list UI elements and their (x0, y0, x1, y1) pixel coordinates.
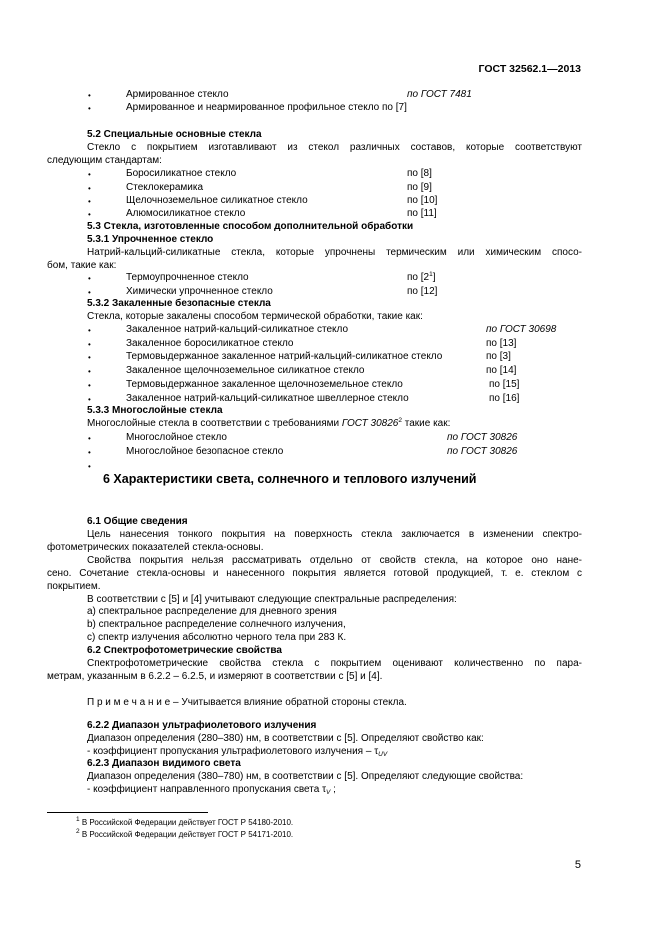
list-item-name: Термовыдержанное закаленное щелочноземельное стекло (126, 379, 403, 390)
section-heading-6-2-2: 6.2.2 Диапазон ультрафиолетового излучения (87, 720, 317, 731)
paragraph-line: Натрий-кальций-силикатные стекла, которые упрочнены термическим или химическим спосо- (87, 247, 582, 258)
ref-text-end: ] (432, 272, 436, 283)
paragraph-line: фотометрических показателей стекла-основы. (47, 542, 264, 553)
section-heading-5-3-1: 5.3.1 Упрочненное стекло (87, 234, 214, 245)
list-item-name: Закаленное натрий-кальций-силикатное швеллерное стекло (126, 393, 409, 404)
ref-text: по [2 (407, 272, 430, 283)
footnote-text: В Российской Федерации действует ГОСТ Р 54171-2010. (79, 830, 294, 839)
list-item-ref: по [10] (407, 195, 438, 206)
section-heading-5-3-2: 5.3.2 Закаленные безопасные стекла (87, 298, 271, 309)
footnote-mark: 2 (76, 828, 80, 835)
bullet: • (88, 353, 91, 362)
text-run: Многослойные стекла в соответствии с требованиями (87, 418, 342, 429)
bullet: • (88, 326, 91, 335)
text-run: такие как: (401, 418, 451, 429)
list-item-name: Закаленное щелочноземельное силикатное стекло (126, 365, 365, 376)
footnote-mark: 1 (429, 271, 433, 278)
bullet: • (88, 462, 91, 471)
list-item-ref: по [14] (486, 365, 517, 376)
note (87, 697, 407, 709)
chapter-heading-6: 6 Характеристики света, солнечного и теплового излучений (103, 472, 477, 486)
paragraph-line: сено. Сочетание стекла-основы и нанесенного покрытия является готовой продукцией, т. е. стеклом с (47, 568, 582, 579)
list-item-ref: по [8] (407, 168, 432, 179)
bullet: • (88, 210, 91, 219)
list-item-ref (407, 272, 436, 284)
list-item-ref: по ГОСТ 30826 (447, 446, 518, 457)
list-item: a) спектральное распределение для дневного зрения (87, 606, 337, 617)
list-item: b) спектральное распределение солнечного излучения, (87, 619, 346, 630)
bullet: • (88, 170, 91, 179)
note-text: – Учитывается влияние обратной стороны стекла. (170, 697, 407, 708)
bullet: • (88, 197, 91, 206)
list-item-ref: по [13] (486, 338, 517, 349)
list-item-ref: по [16] (489, 393, 520, 404)
subscript: UV (378, 751, 388, 758)
paragraph-line: В соответствии с [5] и [4] учитывают следующие спектральные распределения: (87, 594, 457, 605)
paragraph-line: Диапазон определения (380–780) нм, в соответствии с [5]. Определяют следующие свойства: (87, 771, 524, 782)
list-item-ref: по [9] (407, 182, 432, 193)
list-item-name: Закаленное натрий-кальций-силикатное стекло (126, 324, 349, 335)
bullet: • (88, 104, 91, 113)
section-heading-5-3: 5.3 Стекла, изготовленные способом дополнительной обработки (87, 221, 414, 232)
list-item-name: Закаленное боросиликатное стекло (126, 338, 294, 349)
list-item-name: Армированное и неармированное профильное стекло по [7] (126, 102, 407, 113)
note-label: П р и м е ч а н и е (87, 697, 171, 708)
list-item-name: Многослойное безопасное стекло (126, 446, 284, 457)
bullet: • (88, 340, 91, 349)
footnote-text: В Российской Федерации действует ГОСТ Р 54180-2010. (79, 818, 294, 827)
list-item-ref: по [12] (407, 286, 438, 297)
list-item-name: Химически упрочненное стекло (126, 286, 273, 297)
paragraph-line: Цель нанесения тонкого покрытия на поверхность стекла заключается в изменении спектро- (87, 529, 582, 540)
list-item: c) спектр излучения абсолютно черного тела при 283 К. (87, 632, 347, 643)
bullet: • (88, 434, 91, 443)
paragraph-line (87, 418, 450, 430)
text-run: - коэффициент направленного пропускания света τ (87, 784, 327, 795)
list-item-name: Термоупрочненное стекло (126, 272, 249, 283)
paragraph-line: Спектрофотометрические свойства стекла с покрытием оценивают количественно по пара- (87, 658, 582, 669)
list-item-name: Многослойное стекло (126, 432, 227, 443)
list-item-name: Боросиликатное стекло (126, 168, 237, 179)
paragraph-line: Диапазон определения (280–380) нм, в соответствии с [5]. Определяют свойство как: (87, 733, 484, 744)
bullet: • (88, 395, 91, 404)
list-item-ref: по ГОСТ 30826 (447, 432, 518, 443)
section-heading-5-3-3: 5.3.3 Многослойные стекла (87, 405, 223, 416)
footnote (76, 830, 293, 840)
footnote-mark: 1 (76, 816, 80, 823)
list-item-name: Алюмосиликатное стекло (126, 208, 246, 219)
document-code: ГОСТ 32562.1—2013 (478, 63, 581, 75)
section-heading-6-2: 6.2 Спектрофотометрические свойства (87, 645, 282, 656)
list-item-name: Термовыдержанное закаленное натрий-кальций-силикатное стекло (126, 351, 443, 362)
footnote (76, 818, 293, 828)
list-item-ref: по [3] (486, 351, 511, 362)
subscript: V (326, 789, 331, 796)
section-heading-6-2-3: 6.2.3 Диапазон видимого света (87, 758, 241, 769)
paragraph-line: покрытием. (47, 581, 101, 592)
paragraph-line (87, 784, 336, 796)
text-run: ; (330, 784, 336, 795)
bullet: • (88, 288, 91, 297)
paragraph-line: следующим стандартам: (47, 155, 162, 166)
standard-ref: ГОСТ 30826 (341, 418, 399, 429)
paragraph-line: Свойства покрытия нельзя рассматривать отдельно от свойств стекла, на которое оно нане- (87, 555, 582, 566)
bullet: • (88, 184, 91, 193)
list-item-ref: по [11] (407, 208, 437, 219)
bullet: • (88, 448, 91, 457)
list-item-ref: по ГОСТ 30698 (486, 324, 557, 335)
paragraph-line: Стекла, которые закалены способом термической обработки, такие как: (87, 311, 423, 322)
paragraph-line: бом, такие как: (47, 260, 117, 271)
list-item-ref: по [15] (489, 379, 520, 390)
bullet: • (88, 274, 91, 283)
bullet: • (88, 367, 91, 376)
bullet: • (88, 91, 91, 100)
list-item-name: Армированное стекло (126, 89, 229, 100)
page-number: 5 (574, 859, 581, 871)
bullet: • (88, 381, 91, 390)
paragraph-line: метрам, указанным в 6.2.2 – 6.2.5, и измеряют в соответствии с [5] и [4]. (47, 671, 383, 682)
footnote-mark: 2 (398, 417, 402, 424)
paragraph-line: Стекло с покрытием изготавливают из стекол различных составов, которые соответствуют (87, 142, 582, 153)
text-run: - коэффициент пропускания ультрафиолетового излучения – τ (87, 746, 379, 757)
footnote-separator (47, 812, 208, 813)
list-item-name: Стеклокерамика (126, 182, 204, 193)
list-item-ref: по ГОСТ 7481 (407, 89, 472, 100)
section-heading-6-1: 6.1 Общие сведения (87, 516, 188, 527)
section-heading-5-2: 5.2 Специальные основные стекла (87, 129, 262, 140)
paragraph-line (87, 746, 387, 758)
list-item-name: Щелочноземельное силикатное стекло (126, 195, 308, 206)
